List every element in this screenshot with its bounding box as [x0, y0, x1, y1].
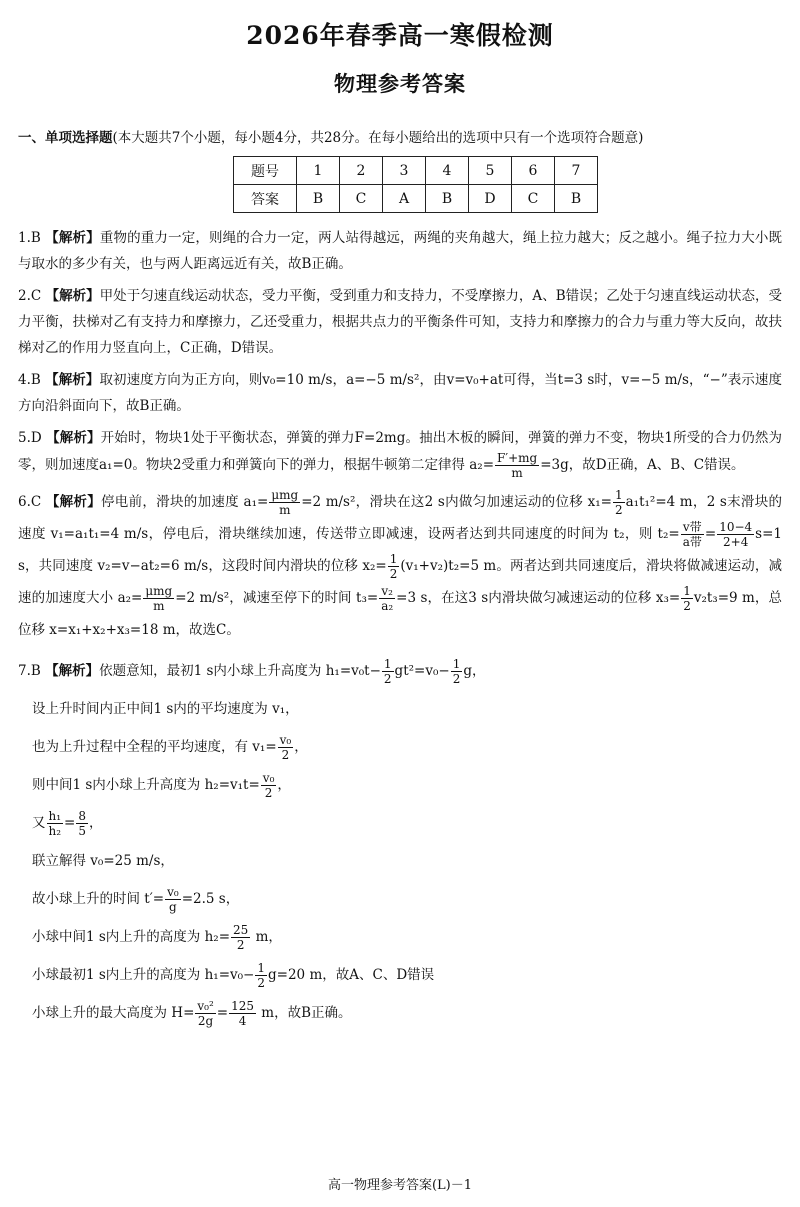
numerator: 1 — [683, 584, 691, 598]
question-text: s=1 s，共同速度 v₂=v−at₂=6 m/s，这段时间内滑块的位移 x₂= — [18, 526, 782, 574]
numerator: 25 — [233, 923, 249, 937]
denominator: 2 — [383, 672, 392, 686]
question-text: =2 m/s²，减速至停下的时间 t₃= — [175, 590, 379, 606]
table-cell: 3 — [383, 157, 426, 185]
question-number: 4.B — [18, 372, 41, 388]
denominator: g — [169, 900, 177, 914]
numerator: 10−4 — [719, 520, 753, 534]
denominator: 2 — [452, 672, 461, 686]
question-text: gt²=v₀− — [394, 663, 450, 679]
table-cell: 5 — [469, 157, 512, 185]
numerator: F′+mg — [497, 451, 538, 465]
analysis-tag: 【解析】 — [45, 288, 100, 304]
fraction — [613, 488, 625, 517]
question-text: =2.5 s， — [181, 891, 240, 907]
section-note: (本大题共7个小题，每小题4分，共28分。在每小题给出的选项中只有一个选项符合题意) — [112, 130, 644, 146]
table-cell: C — [340, 185, 383, 213]
table-label-answer: 答案 — [234, 185, 297, 213]
question-text: 又 — [32, 815, 46, 831]
table-cell: B — [297, 185, 340, 213]
analysis-tag: 【解析】 — [45, 494, 101, 510]
numerator: v₀ — [279, 733, 292, 747]
numerator: 1 — [452, 657, 461, 671]
q7-line-5 — [32, 804, 782, 842]
fraction — [451, 657, 463, 686]
question-text: 停电前，滑块的加速度 a₁= — [101, 494, 269, 510]
table-cell: B — [426, 185, 469, 213]
numerator: v₀² — [197, 999, 214, 1013]
question-text: 开始时，物块1处于平衡状态，弹簧的弹力F=2mg。抽出木板的瞬间，弹簧的弹力不变，物块1所受的合力仍然为零，则加速度a₁=0。物块2受重力和弹簧向下的弹力，根据牛顿第二定律得 a₂= — [18, 430, 783, 473]
question-text: 重物的重力一定，则绳的合力一定，两人站得越远，两绳的夹角越大，绳上拉力越大；反之越小。绳子拉力大小既与取水的多少有关，也与两人距离远近有关，故B正确。 — [18, 230, 783, 272]
numerator: h₁ — [48, 809, 62, 823]
question-text: g， — [463, 663, 486, 679]
denominator: 2 — [614, 503, 623, 517]
fraction — [47, 809, 64, 838]
question-text: 设上升时间内正中间1 s内的平均速度为 v₁， — [32, 701, 299, 717]
q7-line-2 — [32, 690, 782, 728]
denominator: a带 — [682, 535, 702, 549]
q7-line-10 — [32, 994, 782, 1032]
numerator: 1 — [257, 961, 266, 975]
denominator: 4 — [238, 1014, 247, 1028]
question-text: ， — [277, 777, 291, 793]
table-cell: 2 — [340, 157, 383, 185]
question-text: =3 s，在这3 s内滑块做匀减速运动的位移 x₃= — [396, 590, 681, 606]
question-number: 7.B — [18, 663, 41, 679]
fraction — [143, 584, 174, 613]
denominator: 2 — [257, 976, 266, 990]
question-text: 也为上升过程中全程的平均速度，有 v₁= — [32, 739, 277, 755]
denominator: 2+4 — [723, 535, 749, 549]
q7-line-7 — [32, 880, 782, 918]
numerator: 1 — [614, 488, 623, 502]
table-cell: A — [383, 185, 426, 213]
q7-line-8 — [32, 918, 782, 956]
question-text: = — [64, 815, 76, 831]
page-subtitle: 物理参考答案 — [334, 71, 466, 96]
numerator: μmg — [271, 488, 299, 502]
q7-line-6 — [32, 842, 782, 880]
question-text: v₂t₃=9 m，总位移 x=x₁+x₂+x₃=18 m，故选C。 — [18, 590, 782, 638]
numerator: 1 — [383, 657, 392, 671]
numerator: 125 — [231, 999, 255, 1013]
fraction — [379, 584, 395, 613]
denominator: 2 — [281, 748, 290, 762]
q7-line-4 — [32, 766, 782, 804]
numerator: 1 — [389, 552, 398, 566]
numerator: v带 — [681, 520, 704, 535]
q7-line-9 — [32, 956, 782, 994]
question-number: 1.B — [18, 230, 41, 246]
denominator: m — [279, 503, 291, 517]
page-title: 2026年春季高一寒假检测 — [246, 21, 554, 50]
question-7 — [18, 652, 782, 1032]
question-text: g=20 m，故A、C、D错误 — [268, 967, 435, 983]
question-2 — [18, 283, 782, 361]
table-cell: D — [469, 185, 512, 213]
table-label-number: 题号 — [234, 157, 297, 185]
analysis-tag: 【解析】 — [45, 230, 100, 246]
fraction — [681, 584, 693, 613]
question-text: =3g，故D正确，A、B、C错误。 — [540, 457, 745, 473]
fraction — [681, 520, 704, 549]
question-text: 依题意知，最初1 s内小球上升高度为 h₁=v₀t− — [99, 663, 381, 679]
table-cell: B — [555, 185, 598, 213]
fraction — [261, 771, 277, 800]
question-text: a₁t₁²=4 m，2 s末滑块的速度 v₁=a₁t₁=4 m/s，停电后，滑块继续加速，传送带立即减速，设两者达到共同速度的时间为 t₂，则 t₂= — [18, 494, 782, 542]
denominator: m — [511, 466, 523, 480]
question-text: 故小球上升的时间 t′= — [32, 891, 165, 907]
numerator: 8 — [78, 809, 86, 823]
denominator: a₂ — [381, 599, 394, 613]
table-cell: C — [512, 185, 555, 213]
section-title: 一、单项选择题 — [18, 130, 113, 146]
table-cell: 7 — [555, 157, 598, 185]
question-text: 甲处于匀速直线运动状态，受力平衡，受到重力和支持力，不受摩擦力，A、B错误；乙处于匀速直线运动状态，受力平衡，扶梯对乙有支持力和摩擦力，乙还受重力，根据共点力的平衡条件可知，支持力和摩擦力的合力与重力等大反向，故扶梯对乙的作用力竖直向上，C正确，D错误。 — [18, 288, 783, 356]
question-4 — [18, 367, 782, 419]
table-cell: 4 — [426, 157, 469, 185]
denominator: 2 — [264, 786, 273, 800]
numerator: v₀ — [262, 771, 275, 785]
answer-table — [233, 156, 598, 213]
question-text: 则中间1 s内小球上升高度为 h₂=v₁t= — [32, 777, 260, 793]
question-6 — [18, 486, 782, 646]
fraction — [388, 552, 400, 581]
numerator: v₂ — [379, 584, 395, 599]
question-text: 联立解得 v₀=25 m/s， — [32, 853, 174, 869]
question-text: 小球中间1 s内上升的高度为 h₂= — [32, 929, 231, 945]
denominator: 5 — [78, 824, 86, 838]
fraction — [495, 451, 539, 480]
question-text: ， — [294, 739, 308, 755]
denominator: h₂ — [48, 824, 62, 838]
fraction — [278, 733, 294, 762]
question-text: (v₁+v₂)t₂=5 m。两者达到共同速度后，滑块将做减速运动，减速的加速度大小 a₂= — [18, 558, 782, 606]
section-heading — [18, 128, 782, 148]
denominator: m — [153, 599, 165, 613]
question-text: m， — [251, 929, 282, 945]
question-1 — [18, 225, 782, 277]
table-cell: 1 — [297, 157, 340, 185]
fraction — [717, 520, 754, 549]
answer-table-row-answers — [234, 185, 598, 213]
question-text: = — [704, 526, 717, 542]
analysis-tag: 【解析】 — [45, 372, 100, 388]
fraction — [229, 999, 256, 1028]
question-number: 5.D — [18, 430, 42, 446]
question-text: 小球最初1 s内上升的高度为 h₁=v₀− — [32, 967, 255, 983]
question-text: 取初速度方向为正方向，则v₀=10 m/s，a=−5 m/s²，由v=v₀+at可得，当t=3 s时，v=−5 m/s，“−”表示速度方向沿斜面向下，故B正确。 — [18, 372, 782, 414]
question-text: = — [216, 1005, 229, 1021]
fraction — [165, 885, 181, 914]
question-text: 小球上升的最大高度为 H= — [32, 1005, 195, 1021]
fraction — [255, 961, 267, 990]
question-number: 2.C — [18, 288, 42, 304]
fraction — [76, 809, 88, 838]
denominator: 2 — [236, 938, 245, 952]
denominator: 2 — [389, 567, 398, 581]
fraction — [269, 488, 300, 517]
fraction — [231, 923, 250, 952]
numerator: v₀ — [167, 885, 179, 899]
fraction — [195, 999, 215, 1028]
answer-table-row-numbers — [234, 157, 598, 185]
question-text: =2 m/s²，滑块在这2 s内做匀加速运动的位移 x₁= — [301, 494, 612, 510]
numerator: μmg — [145, 584, 173, 598]
fraction — [382, 657, 394, 686]
question-5 — [18, 425, 782, 480]
question-text: ， — [89, 815, 103, 831]
analysis-tag: 【解析】 — [45, 663, 100, 679]
denominator: 2 — [683, 599, 691, 613]
denominator: 2g — [197, 1014, 214, 1028]
table-cell: 6 — [512, 157, 555, 185]
analysis-tag: 【解析】 — [46, 430, 101, 446]
question-text: m，故B正确。 — [257, 1005, 352, 1021]
page-footer: 高一物理参考答案(L)－1 — [327, 1178, 473, 1193]
q7-line-3 — [32, 728, 782, 766]
question-number: 6.C — [18, 494, 42, 510]
q7-line-1 — [18, 652, 782, 690]
